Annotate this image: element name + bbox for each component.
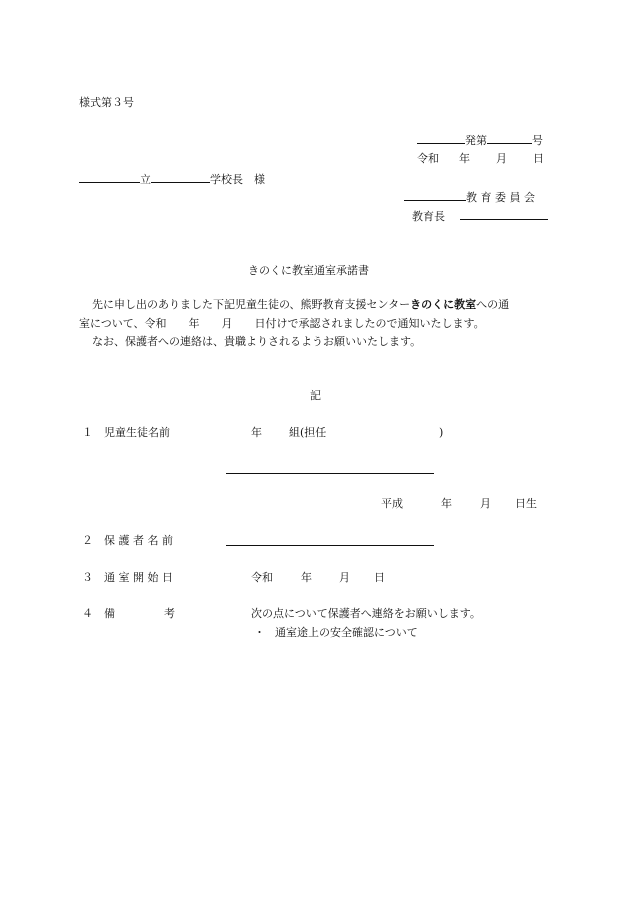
blank-line	[151, 172, 210, 183]
board-label: 教 育 委 員 会	[466, 191, 535, 204]
blank-line	[487, 133, 532, 144]
item1-year: 年	[251, 426, 262, 439]
issue-no-suffix: 号	[532, 134, 543, 147]
item3-month: 月	[339, 571, 350, 584]
item1-class-teacher: 組(担任	[289, 426, 327, 439]
item3-era: 令和	[251, 571, 273, 584]
form-number: 様式第３号	[79, 96, 134, 109]
body-text-bold: きのくに教室	[410, 298, 477, 311]
item1-close-paren: )	[439, 426, 444, 439]
body-line-2: 室について、令和 年 月 日付けで承認されましたので通知いたします。	[79, 317, 485, 330]
blank-line	[460, 209, 548, 220]
item4-number: ４	[82, 607, 93, 620]
addressee-end: 学校長 様	[210, 173, 265, 186]
sender-board	[404, 190, 535, 203]
issue-number	[417, 133, 543, 146]
addressee	[79, 172, 265, 185]
blank-line	[79, 172, 140, 183]
item3-day: 日	[374, 571, 385, 584]
body-line-1	[92, 299, 509, 310]
item1-label: 児童生徒名前	[104, 426, 170, 439]
body-text: への通	[476, 298, 510, 311]
era-label: 令和	[417, 152, 439, 165]
addressee-mid: 立	[140, 173, 151, 186]
item4-bullet: ・	[254, 626, 265, 639]
body-line-3: なお、保護者への連絡は、貴職よりされるようお願いいたします。	[92, 335, 422, 348]
blank-line	[404, 190, 466, 201]
guardian-underline	[226, 545, 434, 546]
sender-superintendent	[412, 209, 548, 222]
superintendent-label: 教育長	[412, 210, 445, 223]
item2-number: ２	[82, 534, 93, 547]
issue-no-label: 発第	[465, 134, 487, 147]
item4-label-a: 備	[104, 607, 115, 620]
ki-label: 記	[310, 389, 321, 402]
birth-month: 月	[480, 497, 491, 510]
blank-line	[417, 133, 465, 144]
body-text: 先に申し出のありました下記児童生徒の、熊野教育支援センター	[92, 298, 411, 311]
item1-number: １	[82, 426, 93, 439]
item3-label: 通 室 開 始 日	[104, 571, 173, 584]
day-label: 日	[533, 152, 544, 165]
item4-note: 次の点について保護者へ連絡をお願いします。	[251, 607, 481, 620]
birth-day: 日生	[515, 497, 537, 510]
birth-year: 年	[441, 497, 452, 510]
item3-year: 年	[301, 571, 312, 584]
document-title: きのくに教室通室承諾書	[248, 264, 369, 277]
name-underline	[226, 473, 434, 474]
issue-date	[417, 153, 544, 164]
birth-era: 平成	[381, 497, 403, 510]
item2-label: 保 護 者 名 前	[104, 534, 173, 547]
item4-bullet-text: 通室途上の安全確認について	[275, 626, 418, 639]
month-label: 月	[496, 152, 507, 165]
year-label: 年	[459, 152, 470, 165]
item4-label-b: 考	[164, 607, 175, 620]
item3-number: ３	[82, 571, 93, 584]
